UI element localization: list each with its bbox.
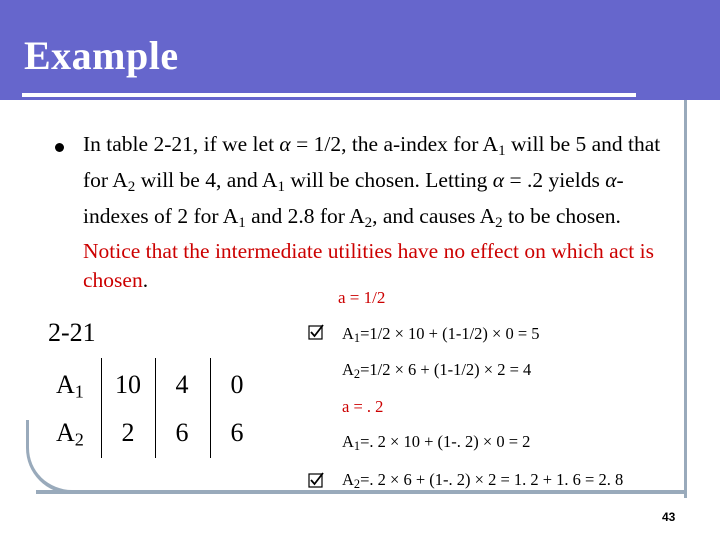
subscript: 2 [127,178,136,195]
para-text: and 2.8 for A [245,203,365,228]
alpha-point-two-header: a = . 2 [342,397,384,416]
subscript: 2 [495,214,503,231]
calc-line-a2-half [342,360,531,382]
calc-var: A [342,470,354,489]
table-title: 2-21 [48,318,96,347]
table-cell: 0 [230,370,244,399]
calc-expr: =1/2 × 6 + (1-1/2) × 2 = 4 [360,360,532,379]
row-label-text: A [56,370,75,399]
subscript: 2 [74,429,84,450]
subscript: 2 [364,214,373,231]
para-text: = .2 yields [504,167,606,192]
calc-expr: =. 2 × 6 + (1-. 2) × 2 = 1. 2 + 1. 6 = 2. 8 [360,470,624,489]
table-cell: 2 [121,418,135,447]
para-text: . [142,268,149,293]
calc-line-a2-point-two [342,470,623,492]
table-cell: 6 [230,418,244,447]
para-text: to be chosen. [502,203,621,228]
checkbox-checked-icon [308,324,324,340]
para-text: will be chosen. Letting [284,167,493,192]
para-text: , and causes A [372,203,496,228]
slide-title: Example [24,33,179,78]
para-text: will be 4, and A [135,167,278,192]
frame-right-border [684,100,687,498]
title-underline [22,93,636,97]
alpha-symbol: α [279,132,291,156]
para-highlight-text: Notice that the intermediate utilities have no effect on which act is chosen [83,239,654,293]
subscript: 1 [498,142,506,159]
bullet-dot-icon [55,143,64,152]
page-number: 43 [662,510,676,524]
subscript: 2 [353,477,361,492]
bullet-paragraph [83,130,673,295]
table-cell: 10 [115,370,141,399]
para-text: will be 5 and that for A [83,132,661,192]
para-text: -indexes of 2 for A [83,167,624,228]
subscript: 1 [238,214,246,231]
table-cell: 6 [175,418,189,447]
row-label-a2 [56,418,84,451]
calc-line-a1-half [342,324,540,346]
calc-var: A [342,360,354,379]
checkbox-checked-icon [308,472,324,488]
para-text: In table 2-21, if we let [83,132,280,156]
subscript: 1 [277,178,285,195]
row-label-text: A [56,418,75,447]
calc-expr: =. 2 × 10 + (1-. 2) × 0 = 2 [360,432,531,451]
subscript: 1 [353,331,361,346]
table-cell: 4 [175,370,189,399]
para-text: = 1/2, the a-index for A [290,132,499,156]
subscript: 2 [353,367,361,382]
row-label-a1 [56,370,84,403]
calc-var: A [342,432,354,451]
calc-expr: =1/2 × 10 + (1-1/2) × 0 = 5 [360,324,540,343]
alpha-symbol: α [605,167,617,192]
calc-line-a1-point-two [342,432,530,454]
subscript: 1 [353,439,361,454]
alpha-symbol: α [492,167,505,192]
alpha-half-header: a = 1/2 [338,288,386,307]
subscript: 1 [74,381,84,402]
calc-var: A [342,324,354,343]
